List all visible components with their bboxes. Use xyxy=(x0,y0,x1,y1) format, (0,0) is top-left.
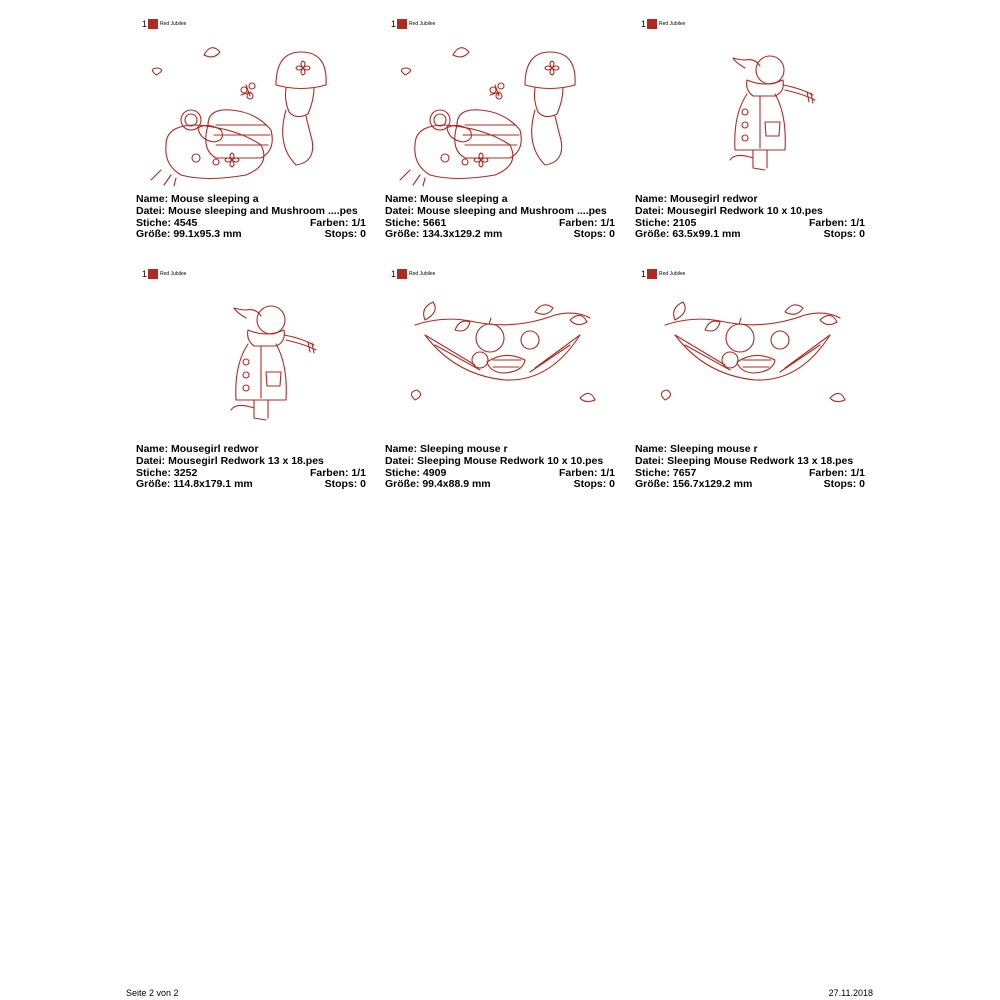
design-name: Name: Mousegirl redwor xyxy=(635,194,758,205)
design-info xyxy=(635,194,865,241)
thread-number: 1 xyxy=(141,19,147,29)
design-name: Name: Mouse sleeping a xyxy=(385,194,508,205)
design-name: Name: Sleeping mouse r xyxy=(635,444,758,455)
thread-color-swatch xyxy=(148,269,158,279)
design-name: Name: Sleeping mouse r xyxy=(385,444,508,455)
thread-name: Red Jubilee xyxy=(659,271,686,277)
design-size: Größe: 99.1x95.3 mm xyxy=(136,229,242,241)
design-size: Größe: 114.8x179.1 mm xyxy=(136,479,253,491)
stop-count: Stops: 0 xyxy=(823,229,865,241)
design-name: Name: Mouse sleeping a xyxy=(136,194,259,205)
stitch-count: Stiche: 2105 xyxy=(635,217,697,229)
stitch-count: Stiche: 4909 xyxy=(385,467,447,479)
stop-count: Stops: 0 xyxy=(324,479,366,491)
color-count: Farben: 1/1 xyxy=(558,467,615,479)
thread-number: 1 xyxy=(390,269,396,279)
embroidery-preview xyxy=(136,30,366,192)
design-info xyxy=(136,444,366,491)
thread-color-swatch xyxy=(397,269,407,279)
stitch-count: Stiche: 3252 xyxy=(136,467,198,479)
design-name: Name: Mousegirl redwor xyxy=(136,444,259,455)
thread-number: 1 xyxy=(390,19,396,29)
embroidery-preview xyxy=(136,280,366,442)
design-file: Datei: Sleeping Mouse Redwork 13 x 18.pes xyxy=(635,455,854,467)
thread-legend xyxy=(390,18,435,30)
color-count: Farben: 1/1 xyxy=(309,467,366,479)
thread-legend xyxy=(141,18,186,30)
stop-count: Stops: 0 xyxy=(573,229,615,241)
color-count: Farben: 1/1 xyxy=(558,217,615,229)
design-size: Größe: 156.7x129.2 mm xyxy=(635,479,753,491)
design-size: Größe: 63.5x99.1 mm xyxy=(635,229,741,241)
color-count: Farben: 1/1 xyxy=(309,217,366,229)
stitch-count: Stiche: 5661 xyxy=(385,217,447,229)
embroidery-preview xyxy=(635,280,865,442)
design-info xyxy=(136,194,366,241)
thread-legend xyxy=(640,268,685,280)
design-info xyxy=(385,194,615,241)
thread-name: Red Jubilee xyxy=(409,21,436,27)
stop-count: Stops: 0 xyxy=(324,229,366,241)
stop-count: Stops: 0 xyxy=(823,479,865,491)
design-file: Datei: Mouse sleeping and Mushroom ....pes xyxy=(385,205,607,217)
stop-count: Stops: 0 xyxy=(573,479,615,491)
thread-legend xyxy=(141,268,186,280)
thread-name: Red Jubilee xyxy=(659,21,686,27)
thread-color-swatch xyxy=(397,19,407,29)
design-file: Datei: Sleeping Mouse Redwork 10 x 10.pes xyxy=(385,455,604,467)
thread-color-swatch xyxy=(647,269,657,279)
design-size: Größe: 134.3x129.2 mm xyxy=(385,229,503,241)
color-count: Farben: 1/1 xyxy=(808,467,865,479)
design-info xyxy=(635,444,865,491)
thread-legend xyxy=(640,18,685,30)
print-date: 27.11.2018 xyxy=(828,988,873,998)
thread-color-swatch xyxy=(647,19,657,29)
thread-color-swatch xyxy=(148,19,158,29)
page-number: Seite 2 von 2 xyxy=(126,988,179,998)
thread-name: Red Jubilee xyxy=(409,271,436,277)
design-file: Datei: Mouse sleeping and Mushroom ....pes xyxy=(136,205,358,217)
design-file: Datei: Mousegirl Redwork 10 x 10.pes xyxy=(635,205,823,217)
embroidery-preview xyxy=(385,30,615,192)
stitch-count: Stiche: 7657 xyxy=(635,467,697,479)
thread-number: 1 xyxy=(640,19,646,29)
thread-number: 1 xyxy=(141,269,147,279)
design-file: Datei: Mousegirl Redwork 13 x 18.pes xyxy=(136,455,324,467)
embroidery-preview xyxy=(635,30,865,192)
embroidery-preview xyxy=(385,280,615,442)
design-info xyxy=(385,444,615,491)
design-size: Größe: 99.4x88.9 mm xyxy=(385,479,491,491)
color-count: Farben: 1/1 xyxy=(808,217,865,229)
thread-number: 1 xyxy=(640,269,646,279)
thread-name: Red Jubilee xyxy=(160,271,187,277)
thread-legend xyxy=(390,268,435,280)
stitch-count: Stiche: 4545 xyxy=(136,217,198,229)
thread-name: Red Jubilee xyxy=(160,21,187,27)
